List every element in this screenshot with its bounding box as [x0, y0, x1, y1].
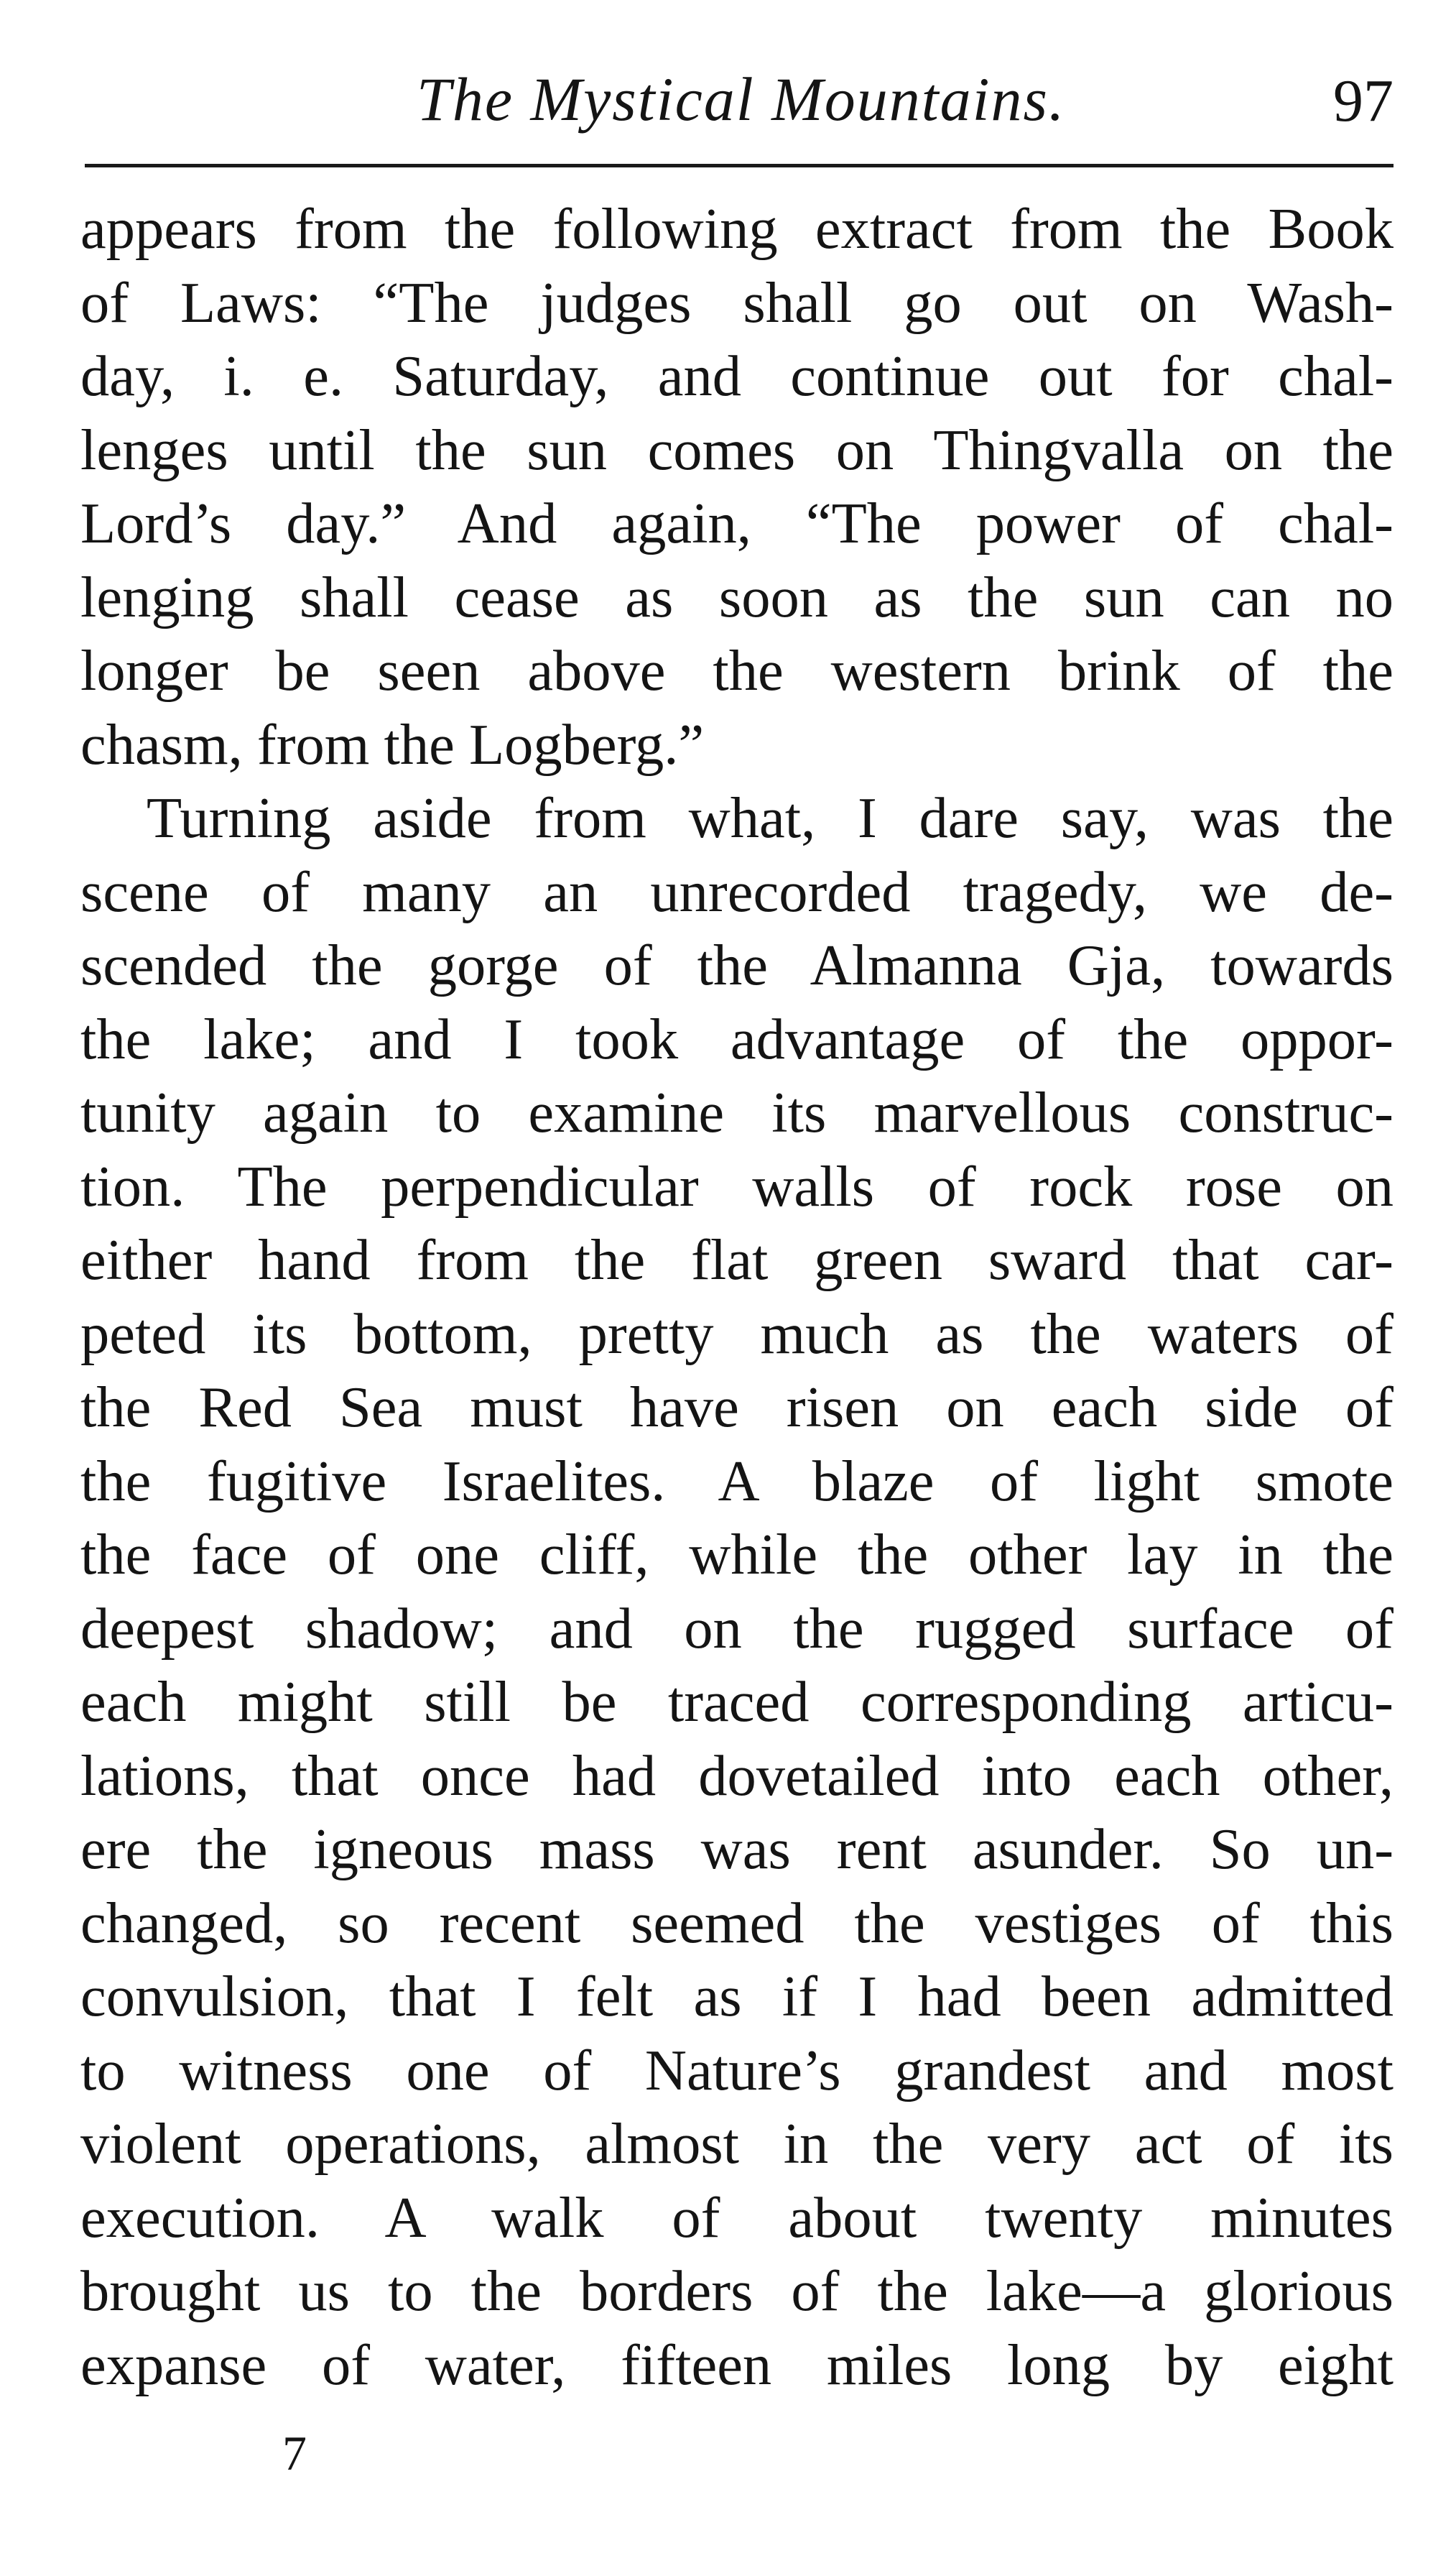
text-line: of Laws: “The judges shall go out on Wash- — [80, 270, 1394, 335]
header-rule — [85, 164, 1394, 167]
text-line: peted its bottom, pretty much as the waters of — [80, 1301, 1394, 1366]
text-line: Lord’s day.” And again, “The power of chal- — [80, 491, 1394, 555]
text-line: lations, that once had dovetailed into each other, — [80, 1743, 1394, 1808]
text-line: the Red Sea must have risen on each side of — [80, 1375, 1394, 1439]
text-line: Turning aside from what, I dare say, was the — [147, 786, 1394, 850]
signature-mark: 7 — [282, 2426, 307, 2480]
text-line: the face of one cliff, while the other lay in the — [80, 1523, 1394, 1587]
text-line: either hand from the flat green sward that car- — [80, 1228, 1394, 1292]
text-line: execution. A walk of about twenty minutes — [80, 2185, 1394, 2250]
text-line: lenges until the sun comes on Thingvalla on the — [80, 417, 1394, 482]
text-line: tunity again to examine its marvellous construc- — [80, 1081, 1394, 1145]
text-line: tion. The perpendicular walls of rock rose on — [80, 1154, 1394, 1219]
page-number: 97 — [1333, 68, 1394, 134]
text-line: convulsion, that I felt as if I had been admitted — [80, 1965, 1394, 2028]
text-line: each might still be traced corresponding articu- — [80, 1670, 1394, 1734]
text-line: deepest shadow; and on the rugged surface of — [80, 1596, 1394, 1661]
text-line: expanse of water, fifteen miles long by eight — [80, 2332, 1394, 2397]
text-line: scended the gorge of the Almanna Gja, towards — [80, 933, 1394, 997]
text-line: appears from the following extract from the Book — [80, 197, 1394, 261]
text-line: violent operations, almost in the very act of its — [80, 2112, 1394, 2176]
text-line: the lake; and I took advantage of the oppor- — [80, 1007, 1394, 1071]
text-line: day, i. e. Saturday, and continue out for chal- — [80, 344, 1394, 408]
text-line: lenging shall cease as soon as the sun can no — [80, 565, 1394, 629]
text-line: ere the igneous mass was rent asunder. So un- — [80, 1817, 1394, 1881]
text-line: chasm, from the Logberg.” — [80, 712, 705, 777]
body-text — [80, 193, 1394, 2402]
text-line: longer be seen above the western brink of the — [80, 639, 1394, 703]
text-line: the fugitive Israelites. A blaze of light smote — [80, 1449, 1394, 1513]
running-head — [79, 50, 1394, 137]
text-line: brought us to the borders of the lake—a glorious — [80, 2259, 1394, 2323]
text-line: changed, so recent seemed the vestiges of this — [80, 1890, 1394, 1955]
text-line: scene of many an unrecorded tragedy, we de- — [80, 859, 1394, 924]
text-line: to witness one of Nature’s grandest and most — [80, 2038, 1394, 2102]
running-title: The Mystical Mountains. — [417, 65, 1066, 134]
